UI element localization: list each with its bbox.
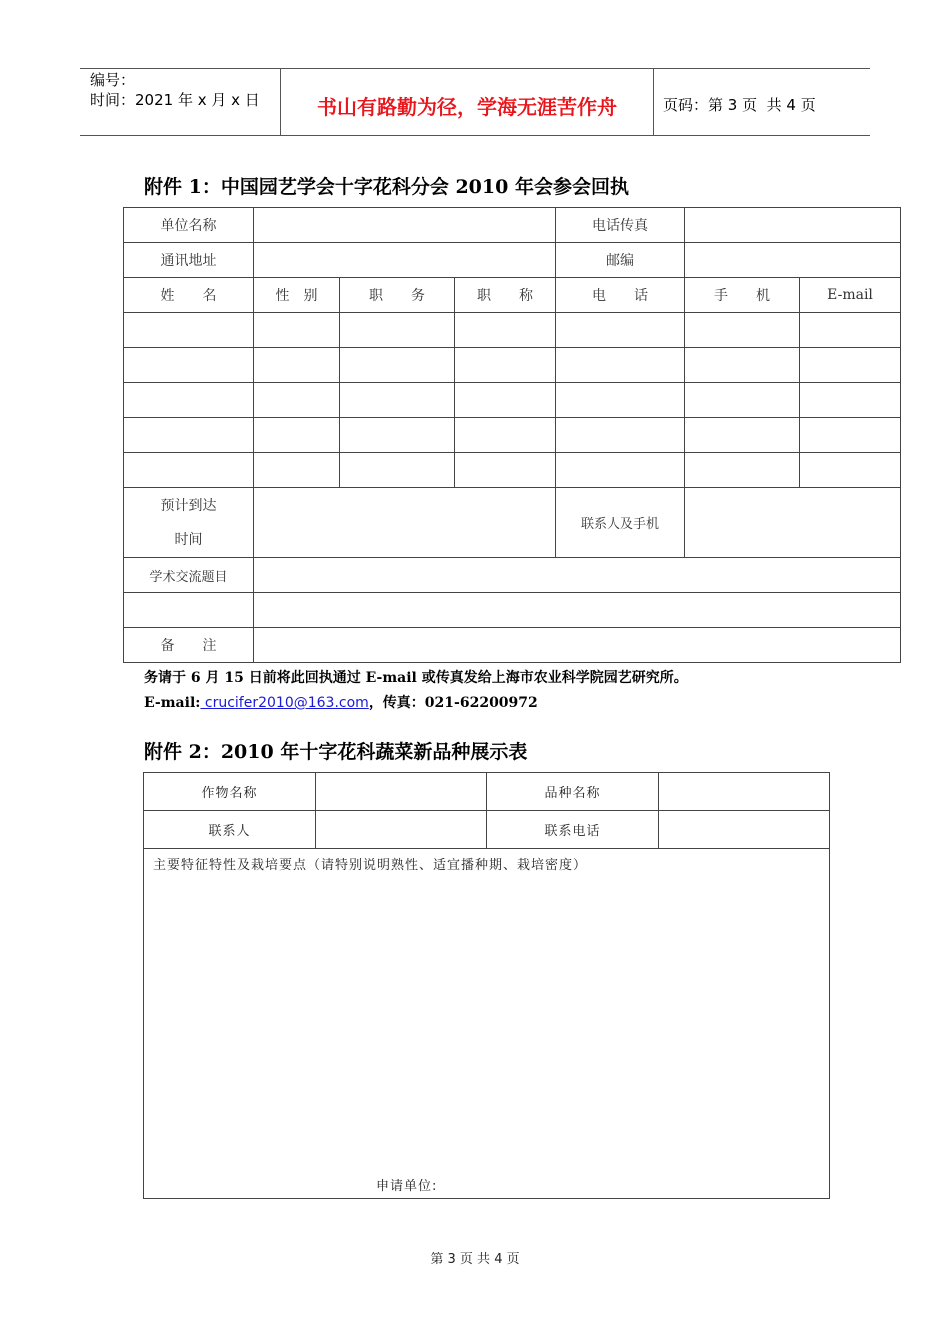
attendee-cell[interactable]	[685, 313, 800, 348]
email-label: E-mail:	[144, 695, 201, 711]
variety-display-table	[143, 772, 830, 1199]
attendee-cell[interactable]	[340, 418, 455, 453]
table-row	[124, 628, 901, 663]
table-row	[144, 773, 830, 811]
registration-form-table	[123, 207, 901, 663]
header-meta	[80, 69, 281, 135]
attendee-cell[interactable]	[455, 418, 556, 453]
blank-cell[interactable]	[124, 593, 254, 628]
attendee-cell[interactable]	[556, 453, 685, 488]
attendee-cell[interactable]	[455, 383, 556, 418]
attendee-row	[124, 453, 901, 488]
col-name-header: 姓 名	[124, 278, 254, 313]
blank-field[interactable]	[254, 593, 901, 628]
attendee-cell[interactable]	[556, 348, 685, 383]
fax-text: ，传真：021-62200972	[368, 695, 538, 711]
remarks-label: 备 注	[124, 628, 254, 663]
col-mobile-header: 手 机	[685, 278, 800, 313]
col-position-header: 职 务	[340, 278, 455, 313]
col-title-header: 职 称	[455, 278, 556, 313]
col-email-header: E-mail	[800, 278, 901, 313]
attendee-cell[interactable]	[124, 383, 254, 418]
contact-phone-field[interactable]	[659, 811, 830, 849]
attendee-cell[interactable]	[800, 418, 901, 453]
attendee-cell[interactable]	[556, 313, 685, 348]
email-link[interactable]: crucifer2010@163.com	[200, 695, 369, 711]
attendee-cell[interactable]	[254, 453, 340, 488]
attendee-cell[interactable]	[455, 453, 556, 488]
postcode-field[interactable]	[685, 243, 901, 278]
address-field[interactable]	[254, 243, 556, 278]
postcode-label: 邮编	[556, 243, 685, 278]
attendee-cell[interactable]	[254, 418, 340, 453]
address-label: 通讯地址	[124, 243, 254, 278]
unit-name-label: 单位名称	[124, 208, 254, 243]
attendee-cell[interactable]	[455, 313, 556, 348]
features-label: 主要特征特性及栽培要点（请特别说明熟性、适宜播种期、栽培密度）	[153, 858, 588, 873]
contact-phone-label: 联系电话	[487, 811, 659, 849]
page-header	[80, 68, 870, 136]
attendee-cell[interactable]	[556, 418, 685, 453]
contact-mobile-field[interactable]	[685, 488, 901, 558]
arrival-time-line: 时间	[174, 531, 203, 548]
arrival-time-field[interactable]	[254, 488, 556, 558]
attendee-cell[interactable]	[124, 418, 254, 453]
attendee-cell[interactable]	[340, 313, 455, 348]
col-gender-header: 性 别	[254, 278, 340, 313]
table-row	[124, 243, 901, 278]
academic-topic-field[interactable]	[254, 558, 901, 593]
attendee-cell[interactable]	[685, 418, 800, 453]
page-footer: 第 3 页 共 4 页	[430, 1252, 520, 1267]
table-row	[144, 849, 830, 1199]
unit-name-field[interactable]	[254, 208, 556, 243]
column-header-row	[124, 278, 901, 313]
arrival-time-label	[124, 488, 254, 558]
attendee-cell[interactable]	[254, 313, 340, 348]
contact-info-line	[144, 692, 538, 712]
crop-name-label: 作物名称	[144, 773, 316, 811]
attendee-cell[interactable]	[455, 348, 556, 383]
arrival-time-line: 预计到达	[160, 497, 217, 514]
phone-fax-label: 电话传真	[556, 208, 685, 243]
crop-name-field[interactable]	[316, 773, 487, 811]
attendee-cell[interactable]	[556, 383, 685, 418]
attendee-cell[interactable]	[124, 313, 254, 348]
remarks-field[interactable]	[254, 628, 901, 663]
submission-note: 务请于 6 月 15 日前将此回执通过 E-mail 或传真发给上海市农业科学院园艺研究所。	[144, 670, 688, 686]
attendee-cell[interactable]	[340, 383, 455, 418]
serial-number-label: 编号：	[90, 71, 136, 89]
variety-name-field[interactable]	[659, 773, 830, 811]
attendee-cell[interactable]	[124, 453, 254, 488]
attendee-cell[interactable]	[340, 453, 455, 488]
contact-label: 联系人	[144, 811, 316, 849]
motto-text: 书山有路勤为径，学海无涯苦作舟	[317, 95, 617, 119]
attendee-cell[interactable]	[800, 313, 901, 348]
attendee-cell[interactable]	[340, 348, 455, 383]
table-row	[144, 811, 830, 849]
applicant-label: 申请单位:	[376, 1179, 438, 1194]
table-row	[124, 558, 901, 593]
attendee-cell[interactable]	[685, 453, 800, 488]
attachment1-title: 附件 1：中国园艺学会十字花科分会 2010 年会参会回执	[144, 176, 629, 198]
features-field[interactable]	[144, 849, 830, 1199]
academic-topic-label: 学术交流题目	[124, 558, 254, 593]
contact-mobile-label: 联系人及手机	[556, 488, 685, 558]
table-row	[124, 593, 901, 628]
header-motto-cell	[281, 69, 654, 135]
header-page-cell	[654, 69, 870, 135]
date-label: 时间：2021 年 x 月 x 日	[90, 91, 260, 109]
attendee-cell[interactable]	[685, 348, 800, 383]
variety-name-label: 品种名称	[487, 773, 659, 811]
attendee-row	[124, 418, 901, 453]
page-number-label: 页码：第 3 页 共 4 页	[663, 96, 816, 114]
attendee-cell[interactable]	[800, 453, 901, 488]
attendee-cell[interactable]	[685, 383, 800, 418]
table-row	[124, 208, 901, 243]
col-phone-header: 电 话	[556, 278, 685, 313]
table-row	[124, 488, 901, 558]
attendee-row	[124, 383, 901, 418]
attendee-row	[124, 348, 901, 383]
attendee-cell[interactable]	[800, 348, 901, 383]
attendee-cell[interactable]	[800, 383, 901, 418]
contact-field[interactable]	[316, 811, 487, 849]
attendee-cell[interactable]	[124, 348, 254, 383]
attachment2-title: 附件 2：2010 年十字花科蔬菜新品种展示表	[144, 741, 528, 763]
attendee-cell[interactable]	[254, 383, 340, 418]
attendee-row	[124, 313, 901, 348]
phone-fax-field[interactable]	[685, 208, 901, 243]
attendee-cell[interactable]	[254, 348, 340, 383]
